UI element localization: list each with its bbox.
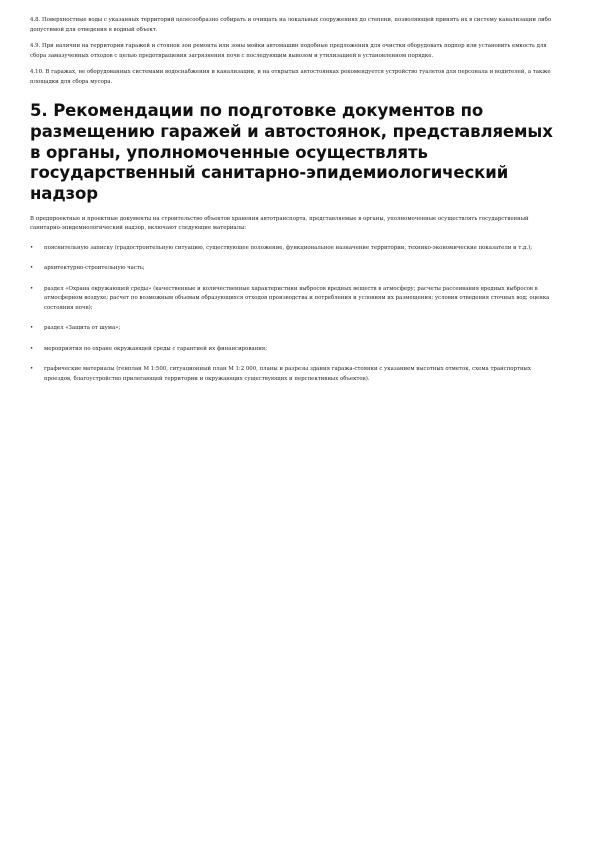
paragraph-4-9: 4.9. При наличии на территории гаражей и стоянок зон ремонта или зоны мойки автомашин подобные предложения для очистки оборудовать подпор или установить емкость для сбора замазученных отходов с целью предотвращения загрязнения почв с последующим вывозом и утилизацией в установленном порядке. bbox=[30, 43, 547, 59]
list-item bbox=[30, 264, 559, 274]
paragraph-4-10: 4.10. В гаражах, не оборудованных системами водоснабжения и канализации, и на открытых автостоянках рекомендуется устройство туалетов для персонала и водителей, а также площадки для сбора мусора. bbox=[30, 69, 551, 85]
bullet-icon: • bbox=[30, 325, 34, 332]
list-item bbox=[30, 345, 559, 355]
list-item-text: мероприятия по охране окружающей среды с гарантией их финансирования; bbox=[44, 345, 268, 352]
list-item bbox=[30, 285, 559, 314]
section-heading: 5. Рекомендации по подготовке документов по размещению гаражей и автостоянок, представляемых в органы, уполномоченные осуществлять государственный санитарно-эпидемиологический надзор bbox=[30, 101, 553, 204]
list-item-text: пояснительную записку (градостроительную ситуацию, существующее положение, функциональное назначение территории, технико-экономические показатели и т.д.); bbox=[44, 244, 533, 251]
list-item-text: графические материалы (генплан М 1:500, ситуационный план М 1:2 000, планы и разрезы здания гаража-стоянки с указанием высотных отметок, схема транспортных проездов, благоустройство прилегающей территории и окружающих существующих и перспективных объектов). bbox=[44, 366, 531, 382]
paragraph-4-8: 4.8. Поверхностные воды с указанных территорий целесообразно собирать и очищать на локальных сооружениях до степени, позволяющей принять их в систему канализации либо допустимой для отведения в водный объект. bbox=[30, 17, 552, 33]
materials-list bbox=[30, 244, 559, 385]
bullet-icon: • bbox=[30, 265, 34, 272]
bullet-icon: • bbox=[30, 244, 34, 251]
list-item-text: архитектурно-строительную часть; bbox=[44, 265, 145, 272]
list-item bbox=[30, 365, 559, 384]
list-item-text: раздел «Охрана окружающей среды» (качественные и количественные характеристики выбросов вредных веществ в атмосферу; расчеты рассеивания вредных выбросов в атмосферном воздухе; расчет по возможным объемам образующихся отходов производства и потребления и условиям их размещения; условия отведения сточных вод; оценка состояния почв); bbox=[44, 285, 550, 311]
bullet-icon: • bbox=[30, 285, 34, 292]
list-item-text: раздел «Защита от шума»; bbox=[44, 325, 121, 332]
section-intro: В предпроектные и проектные документы на строительство объектов хранения автотранспорта, представляемые в органы, уполномоченные осуществлять государственный санитарно-эпидемиологический надзор, включают следующие материалы: bbox=[30, 215, 529, 232]
bullet-icon: • bbox=[30, 366, 34, 373]
list-item bbox=[30, 324, 559, 334]
list-item bbox=[30, 244, 559, 254]
bullet-icon: • bbox=[30, 345, 34, 352]
